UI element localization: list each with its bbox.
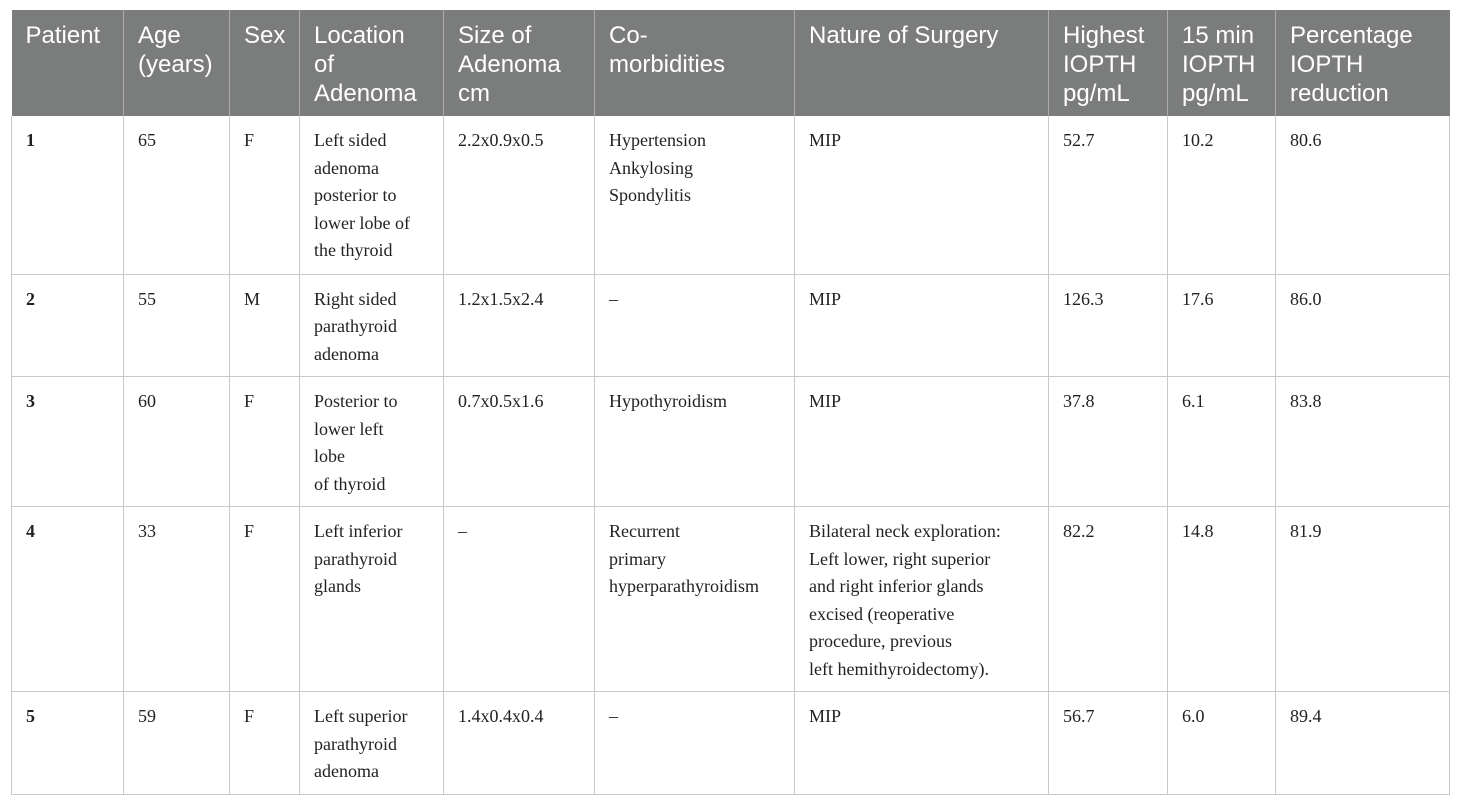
cell-line: lobe: [314, 446, 345, 466]
cell-line: parathyroid: [314, 733, 397, 754]
cell-line: primary: [609, 548, 666, 569]
cell-patient: 2: [12, 274, 124, 377]
cell-location: [300, 274, 444, 377]
cell-location: [300, 692, 444, 795]
header-iopth-15min: [1168, 10, 1276, 116]
cell-comorbidities: [595, 692, 795, 795]
header-age: [124, 10, 230, 116]
cell-line: reduction: [1290, 80, 1389, 107]
cell-line: Bilateral neck exploration:: [809, 521, 1001, 541]
cell-line: Nature of Surgery: [809, 22, 999, 49]
cell-size: [444, 377, 595, 507]
cell-highest-iopth: 56.7: [1049, 692, 1168, 795]
header-location: [300, 10, 444, 116]
cell-iopth-15min: 17.6: [1168, 274, 1276, 377]
header-reduction: [1276, 10, 1450, 116]
cell-reduction: 80.6: [1276, 116, 1450, 274]
cell-line: 2.2x0.9x0.5: [458, 130, 544, 150]
cell-line: MIP: [809, 391, 842, 411]
cell-patient: 1: [12, 116, 124, 274]
table-row: [12, 377, 1450, 507]
cell-line: 1.2x1.5x2.4: [458, 288, 544, 309]
cell-line: –: [458, 521, 467, 541]
cell-line: Highest: [1063, 22, 1145, 49]
cell-line: posterior to: [314, 185, 397, 205]
cell-line: Percentage: [1290, 22, 1413, 49]
table-row: [12, 274, 1450, 377]
cell-line: Location: [314, 22, 405, 49]
cell-line: Left superior: [314, 706, 408, 726]
cell-line: MIP: [809, 288, 842, 309]
patient-table: [11, 10, 1450, 795]
cell-age: 60: [124, 377, 230, 507]
cell-iopth-15min: 6.1: [1168, 377, 1276, 507]
cell-surgery: [795, 274, 1049, 377]
cell-line: Adenoma: [314, 80, 417, 107]
cell-line: of thyroid: [314, 473, 386, 494]
cell-patient: 3: [12, 377, 124, 507]
cell-size: [444, 507, 595, 692]
cell-age: 59: [124, 692, 230, 795]
cell-line: hyperparathyroidism: [609, 576, 759, 596]
cell-location: [300, 116, 444, 274]
cell-sex: M: [230, 274, 300, 377]
cell-line: 15 min: [1182, 22, 1255, 49]
cell-line: IOPTH: [1182, 51, 1256, 78]
cell-line: Left lower, right superior: [809, 548, 991, 569]
cell-line: and right inferior glands: [809, 576, 984, 596]
cell-line: Left inferior: [314, 521, 403, 541]
cell-line: Hypothyroidism: [609, 391, 728, 411]
header-surgery: [795, 10, 1049, 116]
cell-reduction: 81.9: [1276, 507, 1450, 692]
header-comorbidities: [595, 10, 795, 116]
cell-reduction: 83.8: [1276, 377, 1450, 507]
cell-comorbidities: [595, 377, 795, 507]
cell-line: Posterior to: [314, 391, 398, 411]
cell-line: the thyroid: [314, 240, 393, 260]
cell-line: procedure, previous: [809, 631, 952, 651]
cell-line: cm: [458, 80, 490, 107]
cell-line: Left sided: [314, 130, 387, 150]
cell-line: adenoma: [314, 343, 379, 364]
cell-line: of: [314, 51, 335, 78]
cell-line: adenoma: [314, 157, 379, 178]
cell-size: [444, 692, 595, 795]
cell-line: 0.7x0.5x1.6: [458, 391, 544, 411]
cell-line: lower lobe of: [314, 212, 410, 233]
cell-iopth-15min: 14.8: [1168, 507, 1276, 692]
cell-comorbidities: [595, 507, 795, 692]
cell-age: 55: [124, 274, 230, 377]
cell-line: Age: [138, 22, 181, 49]
cell-line: lower left: [314, 418, 384, 439]
cell-location: [300, 507, 444, 692]
cell-line: MIP: [809, 706, 842, 726]
cell-line: (years): [138, 51, 213, 78]
cell-highest-iopth: 82.2: [1049, 507, 1168, 692]
cell-line: adenoma: [314, 761, 379, 781]
cell-comorbidities: [595, 274, 795, 377]
cell-line: excised (reoperative: [809, 603, 955, 624]
header-size: [444, 10, 595, 116]
cell-line: glands: [314, 576, 361, 596]
cell-line: pg/mL: [1063, 80, 1130, 107]
cell-highest-iopth: 52.7: [1049, 116, 1168, 274]
cell-line: MIP: [809, 130, 842, 150]
cell-reduction: 89.4: [1276, 692, 1450, 795]
cell-line: left hemithyroidectomy).: [809, 658, 989, 679]
cell-sex: F: [230, 507, 300, 692]
cell-line: Patient: [25, 22, 101, 49]
cell-sex: F: [230, 116, 300, 274]
cell-line: parathyroid: [314, 548, 397, 569]
cell-line: Hypertension: [609, 130, 706, 150]
cell-line: Ankylosing: [609, 157, 694, 178]
cell-line: Size of: [458, 22, 532, 49]
cell-surgery: [795, 692, 1049, 795]
cell-reduction: 86.0: [1276, 274, 1450, 377]
table-body: [12, 116, 1450, 794]
cell-age: 33: [124, 507, 230, 692]
cell-line: –: [609, 288, 618, 309]
header-row: [12, 10, 1450, 116]
table-row: [12, 507, 1450, 692]
cell-line: Recurrent: [609, 521, 680, 541]
cell-line: Spondylitis: [609, 185, 692, 205]
table-row: [12, 116, 1450, 274]
cell-line: IOPTH: [1063, 51, 1137, 78]
cell-line: 1.4x0.4x0.4: [458, 706, 544, 726]
header-highest-iopth: [1049, 10, 1168, 116]
cell-size: [444, 116, 595, 274]
cell-iopth-15min: 10.2: [1168, 116, 1276, 274]
cell-patient: 5: [12, 692, 124, 795]
header-patient: [12, 10, 124, 116]
cell-comorbidities: [595, 116, 795, 274]
cell-highest-iopth: 126.3: [1049, 274, 1168, 377]
cell-line: Sex: [244, 22, 286, 49]
cell-patient: 4: [12, 507, 124, 692]
cell-line: Right sided: [314, 288, 397, 309]
cell-size: [444, 274, 595, 377]
cell-surgery: [795, 116, 1049, 274]
header-sex: [230, 10, 300, 116]
cell-line: pg/mL: [1182, 80, 1249, 107]
table-row: [12, 692, 1450, 795]
cell-line: Co-: [609, 22, 648, 49]
cell-surgery: [795, 507, 1049, 692]
cell-highest-iopth: 37.8: [1049, 377, 1168, 507]
cell-line: –: [609, 706, 618, 726]
cell-sex: F: [230, 692, 300, 795]
cell-location: [300, 377, 444, 507]
cell-surgery: [795, 377, 1049, 507]
cell-sex: F: [230, 377, 300, 507]
cell-age: 65: [124, 116, 230, 274]
cell-line: parathyroid: [314, 316, 397, 336]
cell-line: Adenoma: [458, 51, 561, 78]
cell-line: morbidities: [609, 51, 726, 78]
cell-line: IOPTH: [1290, 51, 1364, 78]
cell-iopth-15min: 6.0: [1168, 692, 1276, 795]
